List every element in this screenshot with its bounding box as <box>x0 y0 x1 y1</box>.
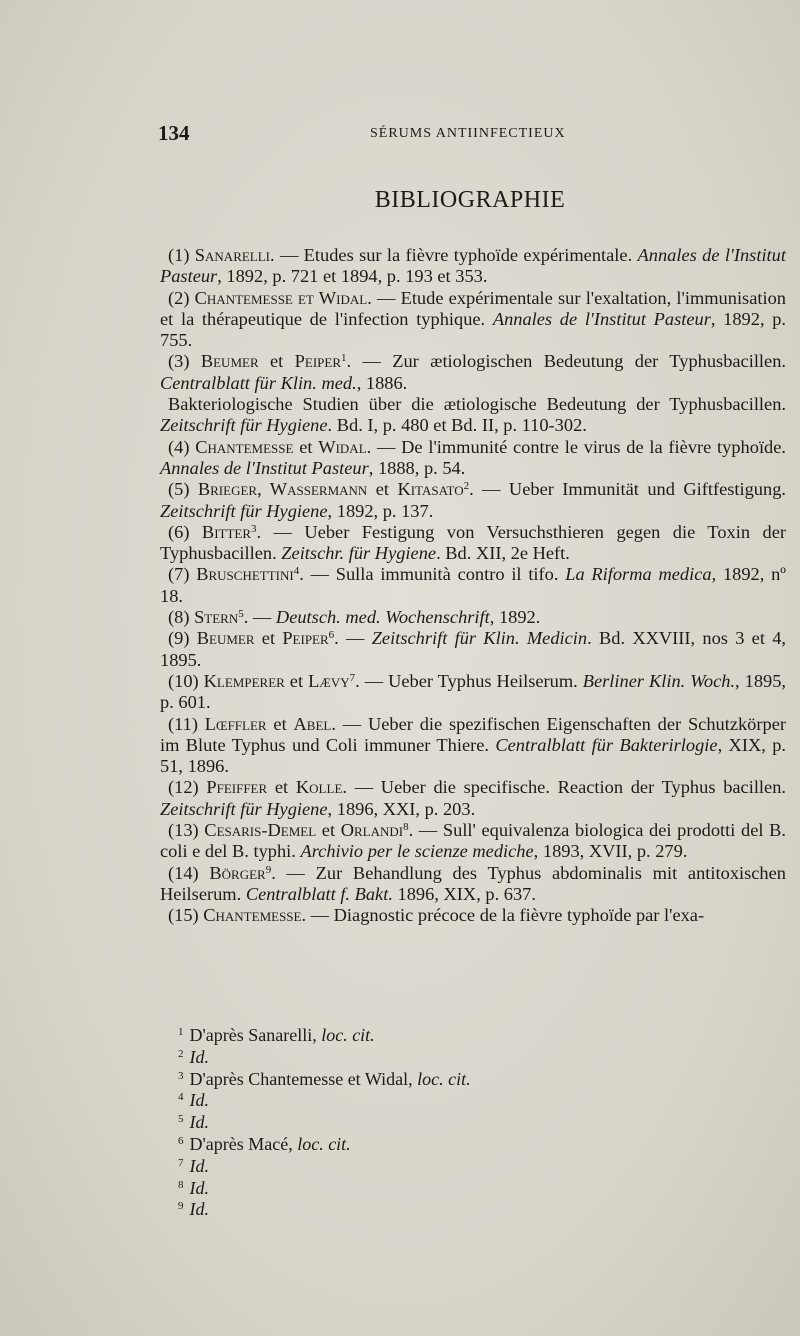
footnote-text: D'après Macé, <box>189 1133 298 1154</box>
entry-author: Bitter <box>201 521 252 542</box>
bibliography-list <box>160 245 786 927</box>
entry-text: . — <box>334 628 372 649</box>
entry-text: . — Etudes sur la fièvre typhoïde expérimentale. <box>270 245 638 265</box>
entry-text: . — De l'immunité contre le virus de la fièvre typhoïde. <box>366 436 787 457</box>
entry-journal: Centralblatt f. Bakt. <box>245 883 393 904</box>
entry-journal: Zeitschrift für Hygiene <box>160 798 328 819</box>
footnote-ref: 4 <box>293 565 300 578</box>
entry-journal: Annales de l'Institut Pasteur <box>492 308 711 329</box>
footnote-mark: 9 <box>178 1200 184 1213</box>
bibliography-entry <box>160 351 786 394</box>
entry-author: Klemperer <box>203 670 285 691</box>
footnote-citation: Id. <box>189 1177 209 1198</box>
entry-author: Lævy <box>308 670 350 691</box>
entry-conjunction: et <box>367 479 398 500</box>
entry-author: Peiper <box>294 351 341 372</box>
footnotes <box>178 1025 738 1221</box>
bibliography-entry <box>160 820 786 863</box>
entry-text: . — Ueber die spezifischen Eigenschaften der Schutzkörper im Blute Typhus und Coli immuner Thiere. <box>160 713 786 755</box>
entry-details: , 1893, XVII, p. 279. <box>533 841 688 862</box>
entry-author: Lœffler <box>204 713 267 734</box>
entry-number: (15) <box>168 905 199 926</box>
entry-author: Kolle <box>295 777 343 798</box>
footnote <box>178 1047 738 1069</box>
entry-number: (6) <box>168 521 190 542</box>
entry-text: . — Sull' equivalenza biologica dei prodotti del B. coli e del B. typhi. <box>160 820 787 862</box>
bibliography-entry <box>160 288 786 352</box>
bibliography-entry <box>160 671 786 714</box>
entry-number: (1) <box>168 245 190 265</box>
footnote <box>178 1112 738 1134</box>
entry-details: , XIX, p. 51, 1896. <box>160 734 787 777</box>
footnote-mark: 8 <box>178 1178 184 1191</box>
entry-text: . — Etude expérimentale sur l'exaltation, l'immunisation et la thérapeutique de l'infection typhique. <box>160 287 786 329</box>
entry-number: (3) <box>168 351 190 372</box>
entry-details: , 1892, p. 137. <box>327 500 434 521</box>
bibliography-entry <box>160 437 786 480</box>
bibliography-entry <box>160 394 786 437</box>
entry-text: . — Ueber Festigung von Versuchsthieren gegen die Toxin der Typhusbacillen. <box>160 521 786 564</box>
entry-author: Pfeiffer <box>206 777 268 798</box>
entry-number: (11) <box>168 713 198 734</box>
entry-author: Chantemesse <box>203 905 302 926</box>
entry-text: . — <box>243 607 276 628</box>
entry-author: Bruschettini <box>196 564 294 585</box>
entry-number: (5) <box>168 479 190 500</box>
footnote-ref: 6 <box>328 629 335 642</box>
entry-author: Widal <box>318 436 367 457</box>
footnote-citation: Id. <box>189 1155 209 1176</box>
footnote-text: D'après Sanarelli, <box>189 1025 322 1045</box>
footnote <box>178 1090 738 1112</box>
entry-text: Bakteriologische Studien über die ætiologische Bedeutung der Typhusbacillen. <box>168 394 786 415</box>
entry-details: , 1892, p. 755. <box>160 308 787 351</box>
entry-journal: Zeitschrift für Hygiene <box>160 500 328 521</box>
page-number: 134 <box>158 121 190 145</box>
footnote <box>178 1156 738 1178</box>
entry-details: , 1892, p. 721 et 1894, p. 193 et 353. <box>217 266 488 287</box>
entry-author: Peiper <box>282 628 329 649</box>
footnote-citation: loc. cit. <box>417 1068 471 1089</box>
entry-journal: Zeitschrift für Hygiene <box>160 415 328 436</box>
entry-author: Chantemesse <box>195 436 294 457</box>
footnote-mark: 5 <box>178 1113 184 1126</box>
entry-author: Kitasato <box>397 479 464 500</box>
footnote-ref: 8 <box>403 821 409 834</box>
running-title: SÉRUMS ANTIINFECTIEUX <box>370 126 566 141</box>
entry-conjunction: et <box>266 713 294 734</box>
footnote-citation: Id. <box>189 1090 209 1111</box>
entry-author: Sanarelli <box>194 245 271 265</box>
entry-conjunction: et <box>293 436 319 457</box>
bibliography-entry <box>160 564 786 607</box>
footnote <box>178 1178 738 1200</box>
entry-number: (13) <box>168 820 199 841</box>
bibliography-entry <box>160 628 786 671</box>
entry-details: , 1892. <box>489 607 541 628</box>
footnote-citation: Id. <box>189 1046 209 1067</box>
entry-number: (7) <box>168 564 190 585</box>
entry-author: Stern <box>194 607 239 628</box>
footnote-ref: 9 <box>265 863 272 876</box>
entry-journal: Annales de l'Institut Pasteur <box>160 457 369 478</box>
entry-author: Brieger, Wassermann <box>197 479 368 500</box>
entry-number: (12) <box>168 777 199 798</box>
entry-number: (4) <box>168 436 190 457</box>
entry-journal: Deutsch. med. Wochenschrift <box>275 607 490 628</box>
entry-details: , 1888, p. 54. <box>368 457 466 478</box>
bibliography-entry <box>160 863 786 906</box>
entry-conjunction: et <box>267 777 296 798</box>
footnote <box>178 1025 738 1047</box>
entry-journal: Annales de l'Institut Pasteur <box>160 245 786 287</box>
entry-author: Beumer <box>200 351 259 372</box>
footnote <box>178 1199 738 1221</box>
entry-text: . — Zur ætiologischen Bedeutung der Typhusbacillen. <box>346 351 786 372</box>
entry-conjunction: et <box>254 628 283 649</box>
entry-text: . — Diagnostic précoce de la fièvre typhoïde par l'exa- <box>301 905 705 926</box>
footnote-mark: 3 <box>178 1069 184 1082</box>
footnote-citation: Id. <box>189 1112 209 1133</box>
footnote-ref: 5 <box>238 608 244 621</box>
entry-details: , 1895, p. 601. <box>160 670 787 713</box>
entry-text: . — Ueber Immunität und Giftfestigung. <box>469 479 786 500</box>
entry-conjunction: et <box>284 670 309 691</box>
footnote-ref: 1 <box>341 352 347 365</box>
bibliography-entry <box>160 479 786 522</box>
footnote-mark: 2 <box>178 1047 184 1060</box>
footnote <box>178 1069 738 1091</box>
entry-author: Orlandi <box>340 820 404 841</box>
footnote-mark: 4 <box>178 1091 184 1104</box>
entry-details: . Bd. XXVIII, nos 3 et 4, 1895. <box>160 628 787 670</box>
entry-journal: Zeitschrift für Klin. Medicin <box>371 628 588 649</box>
footnote-ref: 7 <box>349 671 356 684</box>
bibliography-entry <box>160 905 786 926</box>
entry-number: (10) <box>168 670 199 691</box>
entry-number: (9) <box>168 628 190 649</box>
entry-journal: Centralblatt für Klin. med. <box>160 372 357 393</box>
footnote-citation: loc. cit. <box>297 1133 351 1154</box>
entry-details: , 1886. <box>356 372 408 393</box>
entry-journal: Zeitschr. für Hygiene <box>281 543 437 564</box>
entry-details: . Bd. I, p. 480 et Bd. II, p. 110-302. <box>327 415 587 436</box>
running-head <box>158 121 798 143</box>
entry-journal: Berliner Klin. Woch. <box>582 670 736 691</box>
entry-text: . — Ueber die specifische. Reaction der Typhus bacillen. <box>342 777 786 798</box>
entry-text: . — Zur Behandlung des Typhus abdominalis mit antitoxischen Heilserum. <box>160 862 786 904</box>
bibliography-entry <box>160 607 786 628</box>
entry-conjunction: et <box>258 351 295 372</box>
entry-number: (8) <box>168 607 190 628</box>
footnote <box>178 1134 738 1156</box>
section-title: BIBLIOGRAPHIE <box>374 187 566 213</box>
entry-text: . — Ueber Typhus Heilserum. <box>355 670 583 691</box>
footnote-citation: Id. <box>189 1199 209 1220</box>
entry-author: Cesaris-Demel <box>204 820 317 841</box>
footnote-text: D'après Chantemesse et Widal, <box>189 1068 418 1089</box>
bibliography-entry <box>160 245 786 288</box>
bibliography-entry <box>160 522 786 565</box>
entry-author: Börger <box>209 862 266 883</box>
entry-conjunction: et <box>316 820 341 841</box>
entry-text: . — Sulla immunità contro il tifo. <box>299 564 566 585</box>
entry-number: (14) <box>168 862 199 883</box>
bibliography-entry <box>160 714 786 778</box>
entry-author: Abel <box>293 713 332 734</box>
footnote-mark: 6 <box>178 1134 184 1147</box>
entry-journal: La Riforma medica <box>565 564 712 585</box>
entry-details: 1896, XIX, p. 637. <box>392 883 536 904</box>
entry-details: . Bd. XII, 2e Heft. <box>436 543 570 564</box>
bibliography-entry <box>160 777 786 820</box>
entry-details: , 1892, nº 18. <box>160 564 786 606</box>
entry-journal: Centralblatt für Bakterirlogie <box>495 734 718 755</box>
footnote-mark: 1 <box>178 1026 184 1038</box>
entry-journal: Archivio per le scienze mediche <box>300 841 534 862</box>
footnote-ref: 2 <box>463 480 470 493</box>
entry-author: Chantemesse et Widal <box>194 287 368 308</box>
footnote-mark: 7 <box>178 1156 184 1169</box>
entry-details: , 1896, XXI, p. 203. <box>327 798 476 819</box>
footnote-citation: loc. cit. <box>321 1025 375 1045</box>
entry-author: Beumer <box>196 628 255 649</box>
footnote-ref: 3 <box>251 522 257 535</box>
entry-number: (2) <box>168 287 190 308</box>
